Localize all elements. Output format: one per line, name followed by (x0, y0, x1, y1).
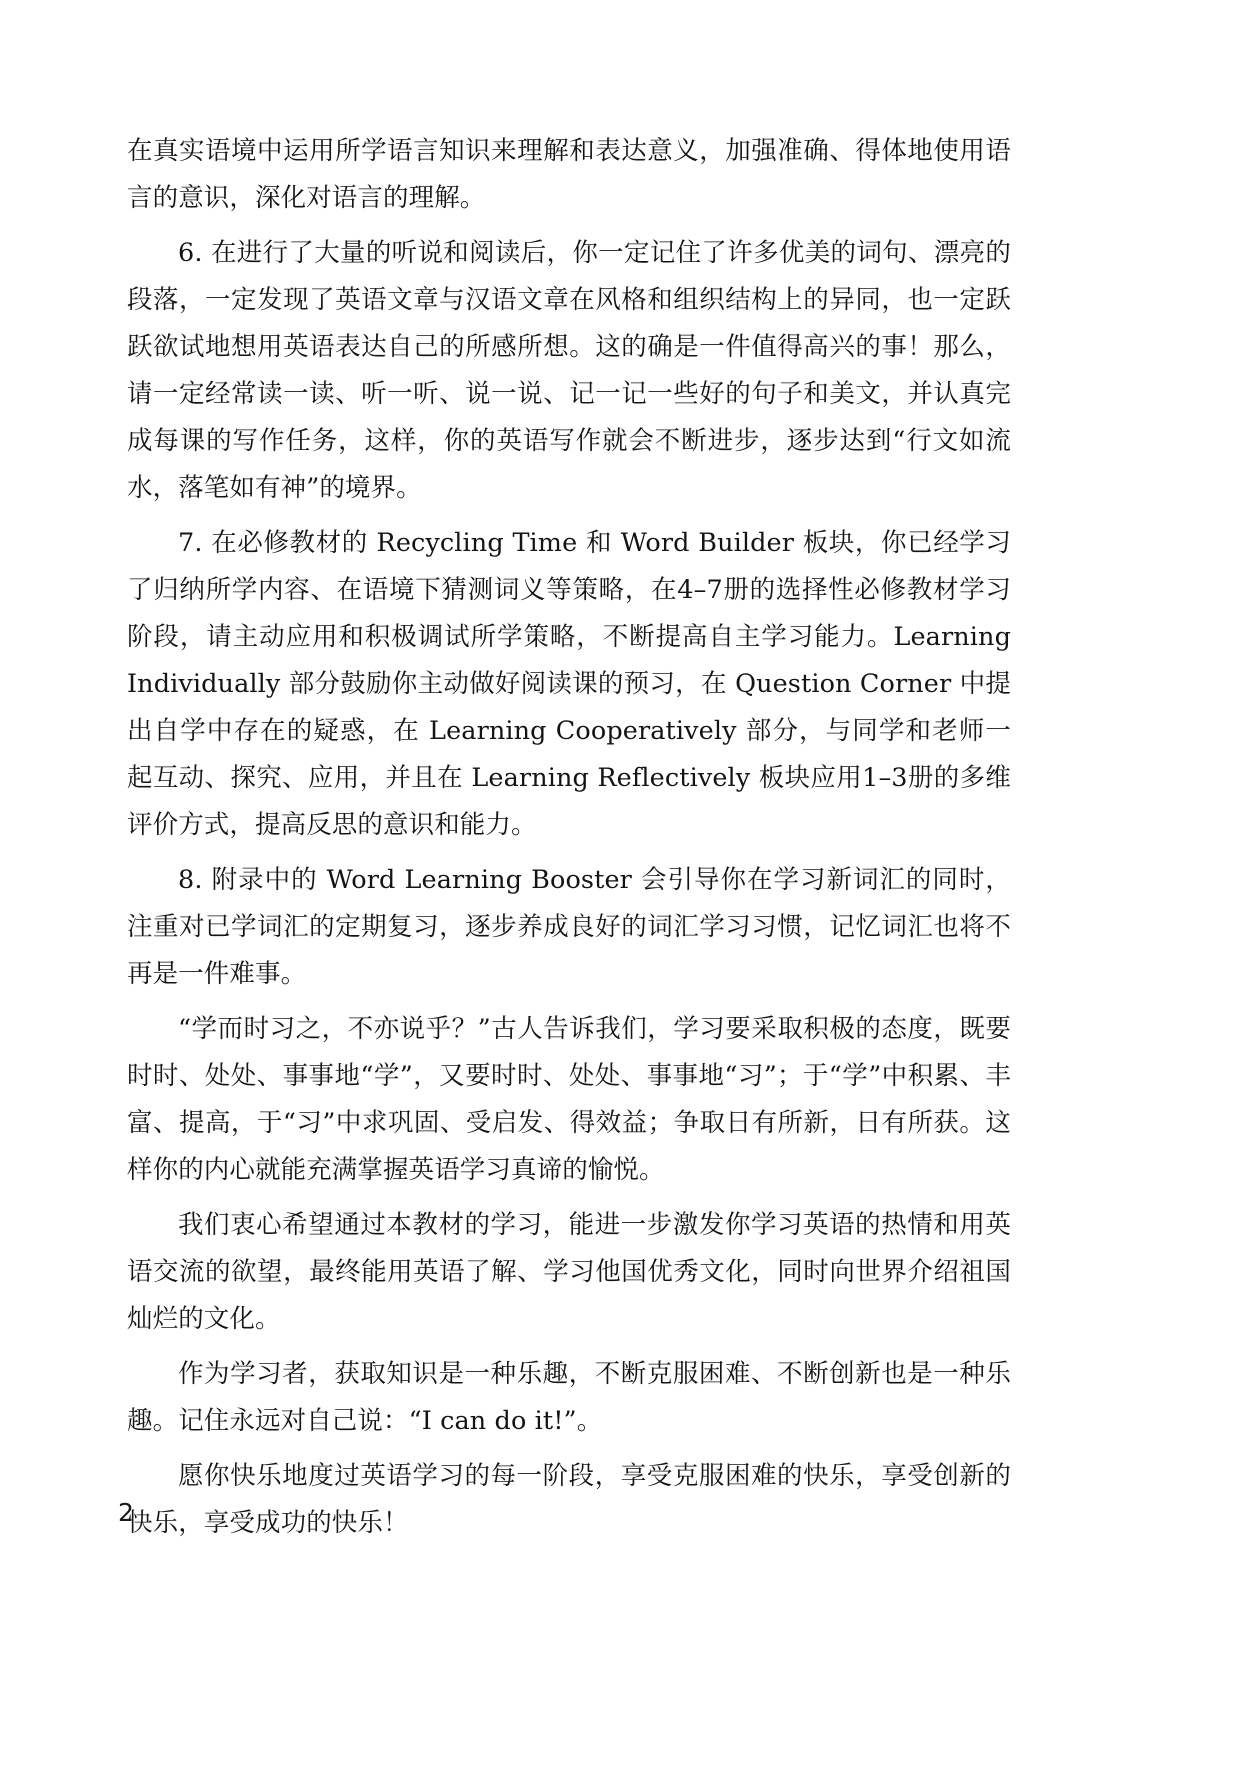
paragraph-hope: 我们衷心希望通过本教材的学习，能进一步激发你学习英语的热情和用英语交流的欲望，最终能用英语了解、学习他国优秀文化，同时向世界介绍祖国灿烂的文化。 (127, 1210, 1011, 1334)
paragraph-item-7: 7. 在必修教材的 Recycling Time 和 Word Builder 板块，你已经学习了归纳所学内容、在语境下猜测词义等策略，在4–7册的选择性必修教材学习阶段，请主动应用和积极调试所学策略，不断提高自主学习能力。Learning Individually 部分鼓励你主动做好阅读课的预习，在 Question Corner 中提出自学中存在的疑惑，在 Learning Cooperatively 部分，与同学和老师一起互动、探究、应用，并且在 Learning Reflectively 板块应用1–3册的多维评价方式，提高反思的意识和能力。 (127, 528, 1011, 840)
page-body-text (127, 128, 1011, 1555)
paragraph-continuation: 在真实语境中运用所学语言知识来理解和表达意义，加强准确、得体地使用语言的意识，深化对语言的理解。 (127, 136, 1011, 213)
paragraph-learner: 作为学习者，获取知识是一种乐趣，不断克服困难、不断创新也是一种乐趣。记住永远对自己说：“I can do it!”。 (127, 1359, 1011, 1436)
paragraph-item-8: 8. 附录中的 Word Learning Booster 会引导你在学习新词汇的同时，注重对已学词汇的定期复习，逐步养成良好的词汇学习习惯，记忆词汇也将不再是一件难事。 (127, 865, 1011, 989)
paragraph-item-6: 6. 在进行了大量的听说和阅读后，你一定记住了许多优美的词句、漂亮的段落，一定发现了英语文章与汉语文章在风格和组织结构上的异同，也一定跃跃欲试地想用英语表达自己的所感所想。这的确是一件值得高兴的事！那么，请一定经常读一读、听一听、说一说、记一记一些好的句子和美文，并认真完成每课的写作任务，这样，你的英语写作就会不断进步，逐步达到“行文如流水，落笔如有神”的境界。 (127, 238, 1011, 503)
paragraph-wish: 愿你快乐地度过英语学习的每一阶段，享受克服困难的快乐，享受创新的快乐，享受成功的快乐！ (127, 1461, 1011, 1538)
paragraph-confucius-quote: “学而时习之，不亦说乎？”古人告诉我们，学习要采取积极的态度，既要时时、处处、事事地“学”，又要时时、处处、事事地“习”；于“学”中积累、丰富、提高，于“习”中求巩固、受启发、得效益；争取日有所新，日有所获。这样你的内心就能充满掌握英语学习真谛的愉悦。 (127, 1014, 1011, 1185)
page-number: 2 (118, 1498, 134, 1527)
